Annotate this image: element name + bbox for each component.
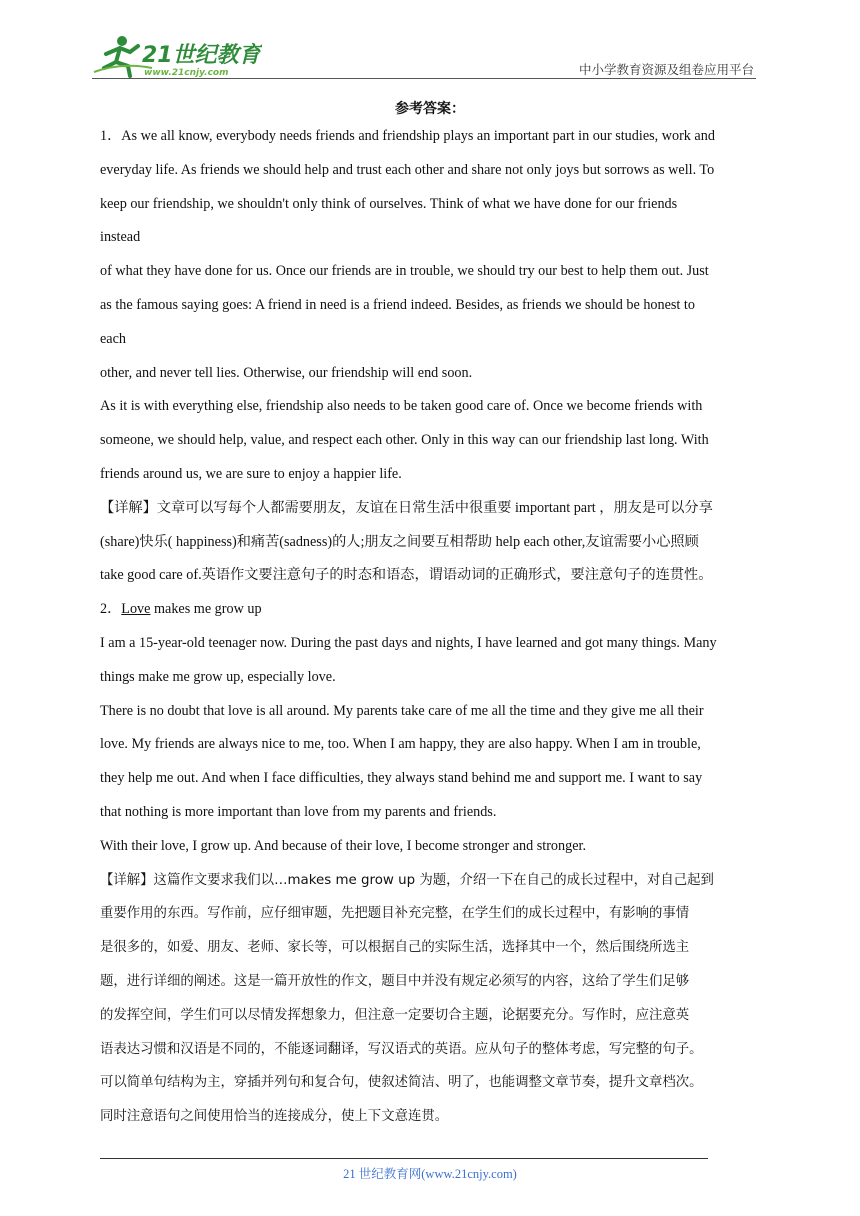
answer-document	[100, 98, 760, 1134]
21cnjy-logo	[92, 32, 262, 78]
answer-1-line: of what they have done for us. Once our friends are in trouble, we should try our best to help them out. Just	[100, 263, 709, 280]
answer-2-detail: 的发挥空间，学生们可以尽情发挥想象力，但注意一定要切合主题，论据要充分。写作时，应注意英	[100, 1007, 690, 1023]
platform-name: 中小学教育资源及组卷应用平台	[578, 62, 754, 77]
answer-1-detail: 【详解】文章可以写每个人都需要朋友，友谊在日常生活中很重要 important part ，朋友是可以分享	[100, 499, 713, 516]
answer-1	[100, 120, 760, 593]
answer-2-detail: 是很多的，如爱、朋友、老师、家长等，可以根据自己的实际生活，选择其中一个，然后围绕所选主	[100, 940, 690, 956]
answer-2-title-rest: makes me grow up	[150, 601, 262, 618]
answer-1-line: other, and never tell lies. Otherwise, our friendship will end soon.	[100, 364, 473, 381]
page-title: 参考答案：	[395, 101, 465, 117]
answer-1-line: everyday life. As friends we should help and trust each other and share not only joys but sorrows as well. To	[100, 161, 715, 178]
answer-2-number: 2．	[100, 601, 122, 618]
answer-2-line: that nothing is more important than love from my parents and friends.	[100, 803, 497, 820]
page-header	[92, 30, 756, 80]
svg-text:www.21cnjy.com: www.21cnjy.com	[144, 68, 229, 78]
answer-2-detail: 【详解】这篇作文要求我们以…makes me grow up 为题，介绍一下在自己的成长过程中，对自己起到	[100, 872, 714, 888]
answer-2-title	[100, 593, 760, 627]
footer-rule	[100, 1158, 708, 1159]
answer-2-line: love. My friends are always nice to me, too. When I am happy, they are also happy. When I am in trouble,	[100, 736, 701, 753]
answer-2-detail: 重要作用的东西。写作前，应仔细审题，先把题目补充完整，在学生们的成长过程中，有影响的事情	[100, 906, 690, 922]
answer-1-line: 1．As we all know, everybody needs friends and friendship plays an important part in our studies, work and	[100, 128, 715, 144]
page-footer: 21 世纪教育网(www.21cnjy.com)	[343, 1167, 517, 1181]
answer-1-line: each	[100, 330, 126, 347]
answer-1-line: friends around us, we are sure to enjoy a happier life.	[100, 465, 402, 482]
answer-1-detail: (share)快乐( happiness)和痛苦(sadness)的人;朋友之间要互相帮助 help each other,友谊需要小心照顾	[100, 533, 699, 550]
answer-2-line: I am a 15-year-old teenager now. During the past days and nights, I have learned and got many things. Many	[100, 634, 717, 651]
header-rule	[92, 78, 756, 79]
answer-1-line: keep our friendship, we shouldn't only think of ourselves. Think of what we have done for our friends	[100, 195, 678, 212]
answer-2-line: they help me out. And when I face difficulties, they always stand behind me and support me. I want to say	[100, 770, 703, 787]
answer-2-line: With their love, I grow up. And because of their love, I become stronger and stronger.	[100, 837, 586, 854]
answer-2-detail: 同时注意语句之间使用恰当的连接成分，使上下文意连贯。	[100, 1109, 449, 1125]
answer-2-title-underlined: Love	[121, 601, 151, 618]
answer-2	[100, 593, 760, 1134]
svg-text:21世纪教育: 21世纪教育	[142, 43, 261, 68]
answer-2-line: things make me grow up, especially love.	[100, 668, 336, 685]
answer-2-detail: 语表达习惯和汉语是不同的，不能逐词翻译，写汉语式的英语。应从句子的整体考虑，写完整的句子。	[100, 1041, 703, 1057]
answer-1-line: as the famous saying goes: A friend in need is a friend indeed. Besides, as friends we should be honest to	[100, 296, 695, 313]
answer-1-detail: take good care of.英语作文要注意句子的时态和语态，谓语动词的正确形式，要注意句子的连贯性。	[100, 567, 713, 584]
answer-1-line: instead	[100, 229, 141, 246]
answer-1-line: As it is with everything else, friendship also needs to be taken good care of. Once we become friends with	[100, 398, 703, 415]
answer-1-line: someone, we should help, value, and respect each other. Only in this way can our friendship last long. With	[100, 432, 709, 449]
answer-2-detail: 可以简单句结构为主，穿插并列句和复合句，使叙述简洁、明了，也能调整文章节奏，提升文章档次。	[100, 1075, 703, 1091]
answer-2-line: There is no doubt that love is all around. My parents take care of me all the time and they give me all their	[100, 702, 704, 719]
answer-2-detail: 题，进行详细的阐述。这是一篇开放性的作文，题目中并没有规定必须写的内容，这给了学生们足够	[100, 973, 690, 989]
